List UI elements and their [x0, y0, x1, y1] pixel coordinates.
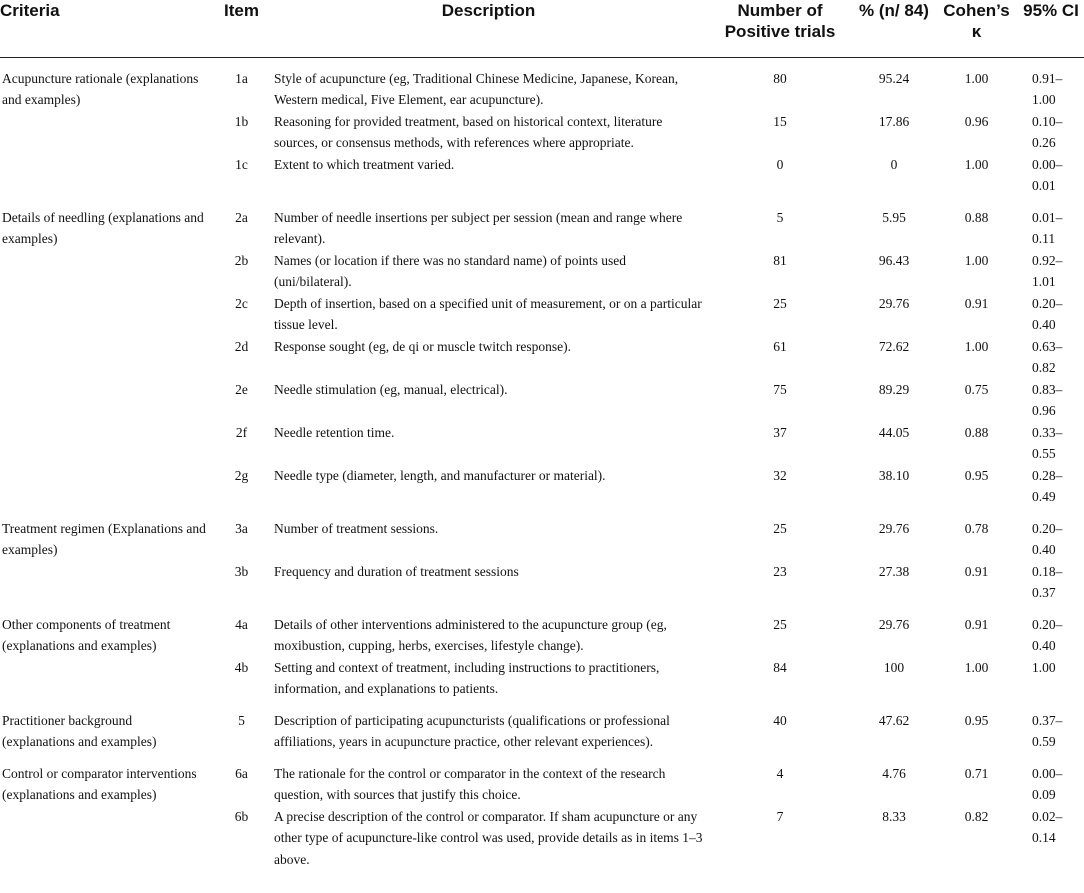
criteria-cell: Details of needling (explanations and examples): [2, 209, 204, 246]
header-criteria: Criteria: [0, 0, 213, 57]
description-cell: A precise description of the control or comparator. If sham acupuncture or any other type of acupuncture-like control was used, provide details as in items 1–3 above.: [274, 808, 703, 867]
percent-cell: 47.62: [878, 712, 910, 728]
criteria-cell: [0, 561, 213, 604]
description-cell: Extent to which treatment varied.: [274, 156, 455, 172]
ci-cell: 0.10– 0.26: [1032, 113, 1063, 150]
table-row: [0, 465, 1084, 508]
criteria-cell: [0, 111, 213, 154]
description-cell: Needle type (diameter, length, and manufacturer or material).: [274, 467, 606, 483]
item-cell: 5: [238, 712, 245, 728]
table-row: [0, 111, 1084, 154]
positive-trials-cell: 81: [773, 252, 787, 268]
item-cell: 2b: [234, 252, 249, 268]
criteria-cell: Treatment regimen (Explanations and examples): [2, 520, 206, 557]
kappa-cell: 1.00: [964, 156, 989, 172]
ci-cell: 0.20– 0.40: [1032, 295, 1063, 332]
description-cell: Needle retention time.: [274, 424, 395, 440]
ci-cell: 0.63– 0.82: [1032, 338, 1063, 375]
header-percent: % (n/ 84): [853, 0, 935, 57]
description-cell: Frequency and duration of treatment sessions: [274, 563, 519, 579]
item-cell: 2f: [235, 424, 248, 440]
positive-trials-cell: 7: [776, 808, 784, 824]
positive-trials-cell: 61: [773, 338, 787, 354]
description-cell: Needle stimulation (eg, manual, electrical).: [274, 381, 508, 397]
ci-cell: 0.83– 0.96: [1032, 381, 1063, 418]
table-row: [0, 508, 1084, 561]
item-cell: 2d: [234, 338, 249, 354]
table-header: [0, 0, 1084, 57]
criteria-cell: [0, 465, 213, 508]
kappa-cell: 0.82: [964, 808, 989, 824]
ci-cell: 0.33– 0.55: [1032, 424, 1063, 461]
item-cell: 2c: [235, 295, 248, 311]
criteria-cell: Control or comparator interventions (explanations and examples): [2, 765, 197, 802]
ci-cell: 0.28– 0.49: [1032, 467, 1063, 504]
description-cell: Reasoning for provided treatment, based on historical context, literature sources, or consensus methods, with references where appropriate.: [274, 113, 663, 150]
positive-trials-cell: 15: [773, 113, 787, 129]
positive-trials-cell: 5: [776, 209, 784, 225]
kappa-cell: 0.78: [964, 520, 989, 536]
percent-cell: 5.95: [882, 209, 906, 225]
item-cell: 4a: [235, 616, 248, 632]
ci-cell: 0.37– 0.59: [1032, 712, 1063, 749]
kappa-cell: 0.96: [964, 113, 989, 129]
kappa-cell: 1.00: [964, 70, 989, 86]
table-row: [0, 379, 1084, 422]
ci-cell: 1.00: [1032, 659, 1056, 675]
description-cell: Setting and context of treatment, including instructions to practitioners, information, and explanations to patients.: [274, 659, 660, 696]
table-row: [0, 293, 1084, 336]
percent-cell: 29.76: [878, 295, 910, 311]
table-row: [0, 604, 1084, 657]
header-kappa: Cohen’s κ: [935, 0, 1018, 57]
criteria-cell: Acupuncture rationale (explanations and examples): [2, 70, 199, 107]
positive-trials-cell: 23: [773, 563, 787, 579]
ci-cell: 0.20– 0.40: [1032, 520, 1063, 557]
description-cell: Names (or location if there was no standard name) of points used (uni/bilateral).: [274, 252, 627, 289]
criteria-cell: Other components of treatment (explanations and examples): [2, 616, 171, 653]
positive-trials-cell: 0: [776, 156, 784, 172]
table-row: [0, 657, 1084, 700]
kappa-cell: 0.95: [964, 712, 989, 728]
criteria-cell: [0, 657, 213, 700]
item-cell: 2g: [234, 467, 249, 483]
kappa-cell: 0.71: [964, 765, 989, 781]
item-cell: 1c: [235, 156, 248, 172]
table-row: [0, 700, 1084, 753]
percent-cell: 89.29: [878, 381, 910, 397]
item-cell: 3b: [234, 563, 249, 579]
criteria-cell: [0, 336, 213, 379]
percent-cell: 8.33: [882, 808, 906, 824]
ci-cell: 0.01– 0.11: [1032, 209, 1063, 246]
header-description: Description: [270, 0, 707, 57]
item-cell: 4b: [234, 659, 249, 675]
kappa-cell: 0.88: [964, 209, 989, 225]
kappa-cell: 0.95: [964, 467, 989, 483]
kappa-cell: 1.00: [964, 252, 989, 268]
description-cell: The rationale for the control or comparator in the context of the research question, with sources that justify this choice.: [274, 765, 666, 802]
positive-trials-cell: 25: [773, 520, 787, 536]
table-row: [0, 561, 1084, 604]
criteria-cell: [0, 422, 213, 465]
description-cell: Response sought (eg, de qi or muscle twitch response).: [274, 338, 571, 354]
ci-cell: 0.92– 1.01: [1032, 252, 1063, 289]
kappa-cell: 0.91: [964, 563, 989, 579]
table-row: [0, 422, 1084, 465]
percent-cell: 72.62: [878, 338, 910, 354]
ci-cell: 0.00– 0.09: [1032, 765, 1063, 802]
positive-trials-cell: 25: [773, 616, 787, 632]
percent-cell: 100: [883, 659, 905, 675]
positive-trials-cell: 37: [773, 424, 787, 440]
kappa-cell: 1.00: [964, 338, 989, 354]
item-cell: 6b: [234, 808, 249, 824]
percent-cell: 29.76: [878, 616, 910, 632]
item-cell: 1a: [235, 70, 248, 86]
table-body: [0, 57, 1084, 870]
item-cell: 2a: [235, 209, 248, 225]
description-cell: Description of participating acupuncturists (qualifications or professional affiliations, years in acupuncture practice, other relevant experiences).: [274, 712, 670, 749]
percent-cell: 96.43: [878, 252, 910, 268]
positive-trials-cell: 32: [773, 467, 787, 483]
table-row: [0, 57, 1084, 111]
description-cell: Depth of insertion, based on a specified unit of measurement, or on a particular tissue level.: [274, 295, 702, 332]
percent-cell: 27.38: [878, 563, 910, 579]
kappa-cell: 1.00: [964, 659, 989, 675]
kappa-cell: 0.75: [964, 381, 989, 397]
table-row: [0, 154, 1084, 197]
table-row: [0, 197, 1084, 250]
header-ci: 95% CI: [1018, 0, 1084, 57]
percent-cell: 44.05: [878, 424, 910, 440]
kappa-cell: 0.91: [964, 295, 989, 311]
percent-cell: 17.86: [878, 113, 910, 129]
ci-cell: 0.18– 0.37: [1032, 563, 1063, 600]
percent-cell: 0: [890, 156, 898, 172]
criteria-cell: [0, 806, 213, 871]
item-cell: 3a: [235, 520, 248, 536]
header-number-positive: Number of Positive trials: [707, 0, 853, 57]
item-cell: 6a: [235, 765, 248, 781]
header-item: Item: [213, 0, 270, 57]
ci-cell: 0.00– 0.01: [1032, 156, 1063, 193]
criteria-cell: [0, 154, 213, 197]
percent-cell: 38.10: [878, 467, 910, 483]
criteria-cell: [0, 250, 213, 293]
kappa-cell: 0.91: [964, 616, 989, 632]
table-row: [0, 336, 1084, 379]
percent-cell: 95.24: [878, 70, 910, 86]
criteria-cell: Practitioner background (explanations and examples): [2, 712, 157, 749]
positive-trials-cell: 25: [773, 295, 787, 311]
criteria-cell: [0, 293, 213, 336]
ci-cell: 0.20– 0.40: [1032, 616, 1063, 653]
item-cell: 2e: [235, 381, 248, 397]
description-cell: Number of needle insertions per subject per session (mean and range where relevant).: [274, 209, 683, 246]
positive-trials-cell: 80: [773, 70, 787, 86]
positive-trials-cell: 75: [773, 381, 787, 397]
table-row: [0, 250, 1084, 293]
description-cell: Number of treatment sessions.: [274, 520, 439, 536]
ci-cell: 0.91– 1.00: [1032, 70, 1063, 107]
positive-trials-cell: 40: [773, 712, 787, 728]
item-cell: 1b: [234, 113, 249, 129]
positive-trials-cell: 4: [776, 765, 784, 781]
table-row: [0, 753, 1084, 806]
percent-cell: 4.76: [882, 765, 906, 781]
percent-cell: 29.76: [878, 520, 910, 536]
kappa-cell: 0.88: [964, 424, 989, 440]
description-cell: Style of acupuncture (eg, Traditional Chinese Medicine, Japanese, Korean, Western medical, Five Element, ear acupuncture).: [274, 70, 679, 107]
description-cell: Details of other interventions administered to the acupuncture group (eg, moxibustion, cupping, herbs, exercises, lifestyle change).: [274, 616, 667, 653]
positive-trials-cell: 84: [773, 659, 787, 675]
table-row: [0, 806, 1084, 871]
ci-cell: 0.02– 0.14: [1032, 808, 1063, 845]
criteria-cell: [0, 379, 213, 422]
